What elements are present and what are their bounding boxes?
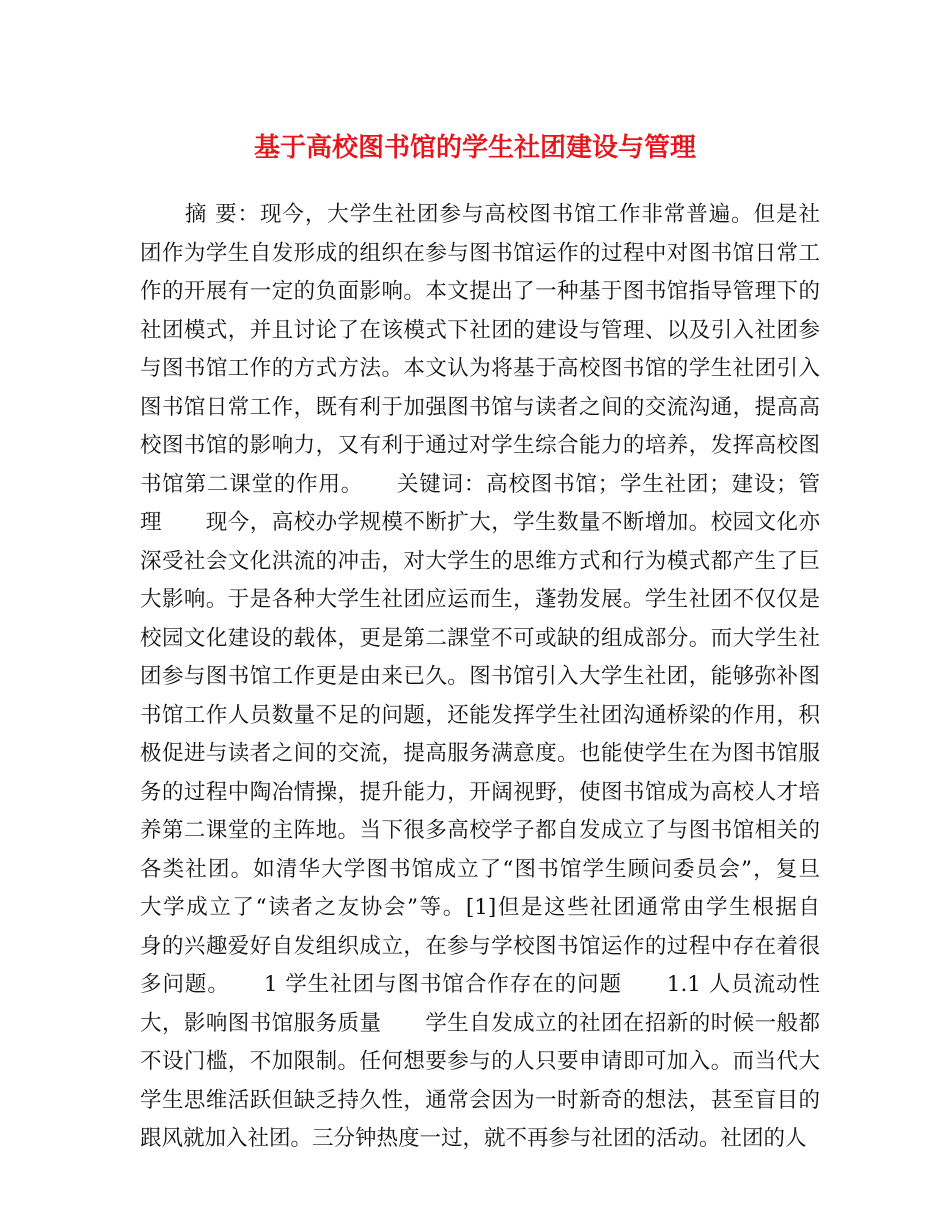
body-line: 校图书馆的影响力，又有利于通过对学生综合能力的培养，发挥高校图 <box>140 433 820 458</box>
document-body <box>140 196 820 1159</box>
body-line: 书馆工作人员数量不足的问题，还能发挥学生社团沟通桥梁的作用，积 <box>140 702 820 728</box>
body-line: 书馆第二课堂的作用。 关键词：高校图书馆；学生社团；建设；管 <box>140 471 820 497</box>
body-line: 深受社会文化洪流的冲击，对大学生的思维方式和行为模式都产生了巨 <box>140 548 820 574</box>
body-line: 养第二课堂的主阵地。当下很多高校学子都自发成立了与图书馆相关的 <box>140 818 820 843</box>
body-line: 摘 要：现今，大学生社团参与高校图书馆工作非常普遍。但是社 <box>140 202 820 227</box>
body-line: 大学成立了“读者之友协会”等。[1]但是这些社团通常由学生根据自 <box>140 895 820 920</box>
document-title: 基于高校图书馆的学生社团建设与管理 <box>253 133 696 163</box>
body-line: 团作为学生自发形成的组织在参与图书馆运作的过程中对图书馆日常工 <box>140 240 820 266</box>
body-line: 大影响。于是各种大学生社团应运而生，蓬勃发展。学生社团不仅仅是 <box>140 587 820 612</box>
body-line: 作的开展有一定的负面影响。本文提出了一种基于图书馆指导管理下的 <box>140 279 820 304</box>
body-line: 学生思维活跃但缺乏持久性，通常会因为一时新奇的想法，甚至盲目的 <box>140 1087 820 1113</box>
body-line: 各类社团。如清华大学图书馆成立了“图书馆学生顾问委员会”，复旦 <box>140 856 820 882</box>
body-line: 身的兴趣爱好自发组织成立，在参与学校图书馆运作的过程中存在着很 <box>140 933 820 959</box>
body-line: 社团模式，并且讨论了在该模式下社团的建设与管理、以及引入社团参 <box>140 317 820 343</box>
body-line: 大，影响图书馆服务质量 学生自发成立的社团在招新的时候一般都 <box>140 1010 820 1036</box>
body-line: 极促进与读者之间的交流，提高服务满意度。也能使学生在为图书馆服 <box>140 741 820 766</box>
body-line: 校园文化建设的载体，更是第二課堂不可或缺的组成部分。而大学生社 <box>140 625 820 651</box>
body-line: 不设门槛，不加限制。任何想要参与的人只要申请即可加入。而当代大 <box>140 1049 820 1074</box>
body-line: 图书馆日常工作，既有利于加强图书馆与读者之间的交流沟通，提高高 <box>140 394 820 420</box>
body-line: 理 现今，高校办学规模不断扩大，学生数量不断增加。校园文化亦 <box>140 510 820 535</box>
body-line: 跟风就加入社团。三分钟热度一过，就不再参与社团的活动。社团的人 <box>140 1126 807 1151</box>
body-line: 团参与图书馆工作更是由来已久。图书馆引入大学生社团，能够弥补图 <box>140 664 820 689</box>
body-line: 务的过程中陶冶情操，提升能力，开阔视野，使图书馆成为高校人才培 <box>140 779 820 805</box>
body-line: 多问题。 1 学生社团与图书馆合作存在的问题 1.1 人员流动性 <box>140 972 820 997</box>
body-line: 与图书馆工作的方式方法。本文认为将基于高校图书馆的学生社团引入 <box>140 356 820 381</box>
